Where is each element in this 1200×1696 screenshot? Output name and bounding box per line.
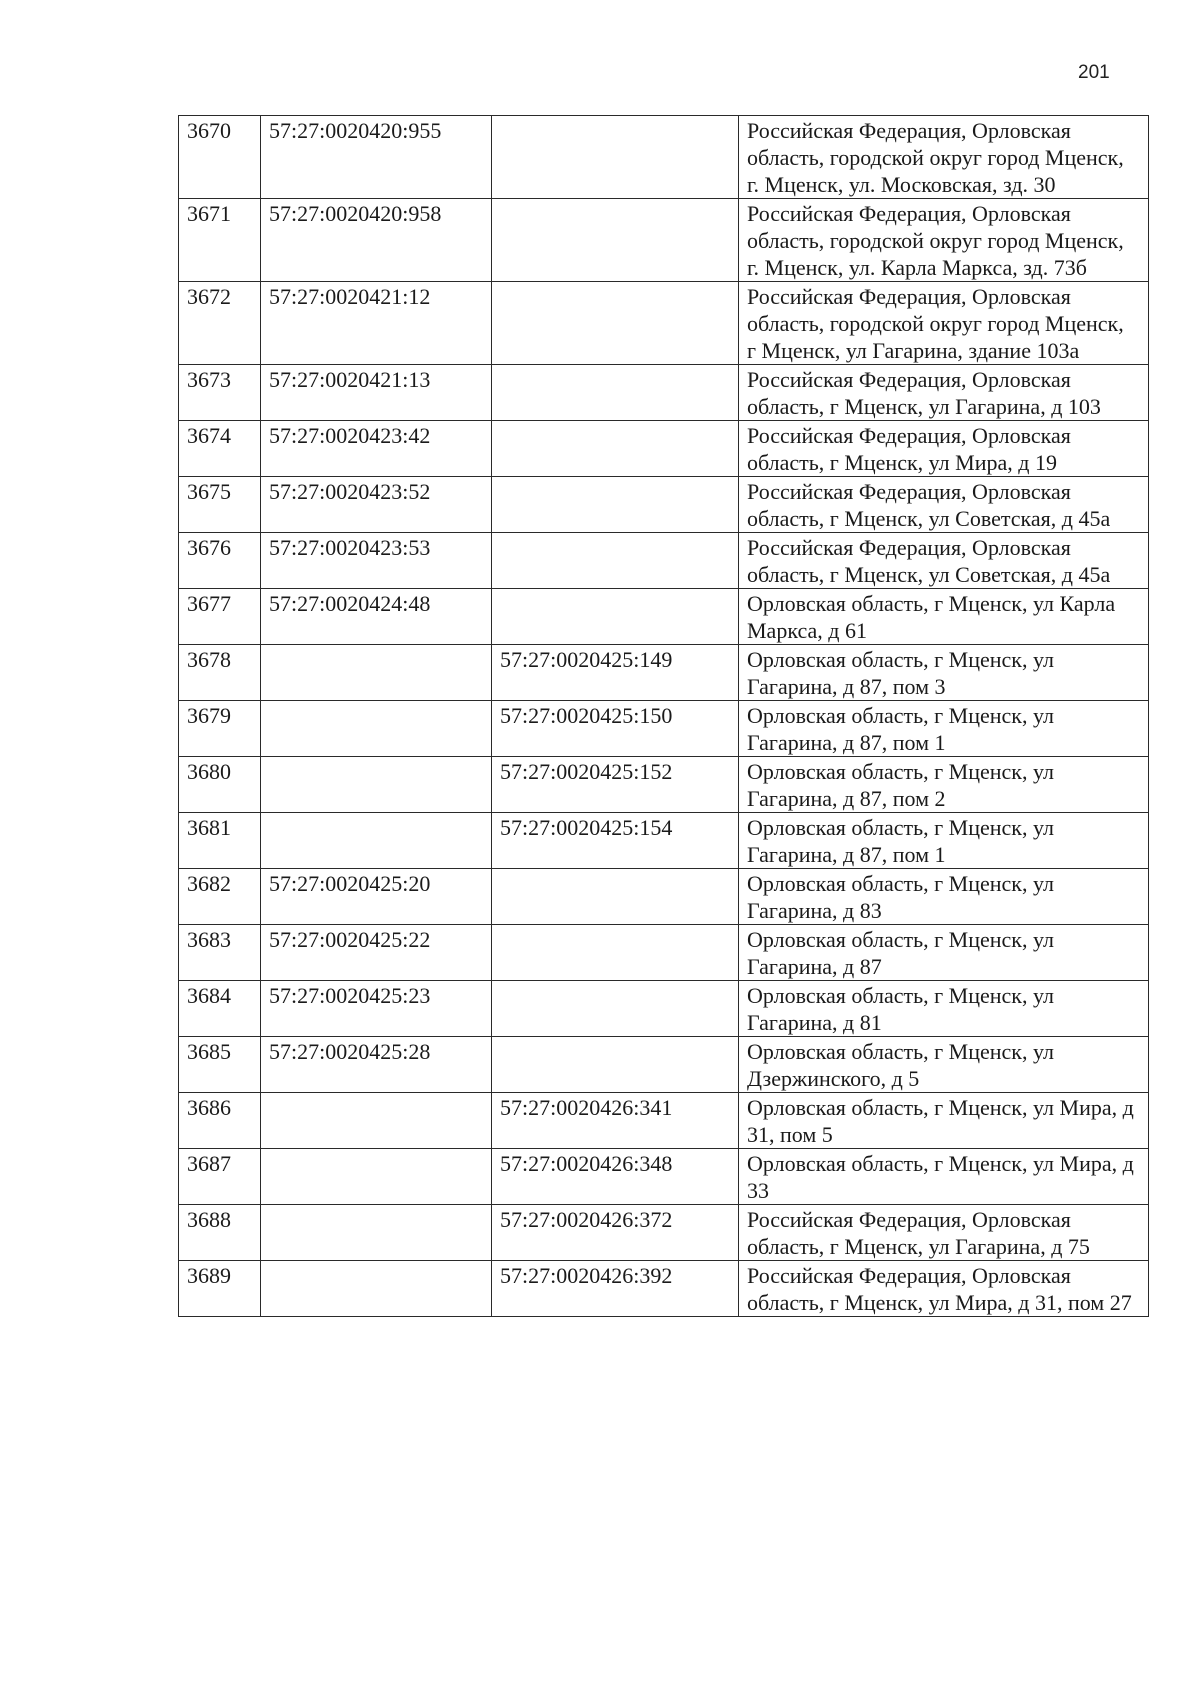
object-cadastral-number (492, 981, 739, 1037)
row-number: 3677 (179, 589, 261, 645)
table-row (179, 116, 1149, 199)
address: Российская Федерация, Орловская область, городской округ город Мценск, г. Мценск, ул. Карла Маркса, зд. 73б (739, 199, 1149, 282)
row-number: 3682 (179, 869, 261, 925)
table-row (179, 1205, 1149, 1261)
table-row (179, 421, 1149, 477)
address: Российская Федерация, Орловская область, г Мценск, ул Мира, д 19 (739, 421, 1149, 477)
land-cadastral-number: 57:27:0020423:53 (261, 533, 492, 589)
land-cadastral-number (261, 645, 492, 701)
address: Орловская область, г Мценск, ул Гагарина, д 87, пом 3 (739, 645, 1149, 701)
address: Орловская область, г Мценск, ул Мира, д 31, пом 5 (739, 1093, 1149, 1149)
table-row (179, 925, 1149, 981)
address: Российская Федерация, Орловская область, г Мценск, ул Гагарина, д 103 (739, 365, 1149, 421)
address: Российская Федерация, Орловская область, городской округ город Мценск, г. Мценск, ул. Московская, зд. 30 (739, 116, 1149, 199)
land-cadastral-number: 57:27:0020424:48 (261, 589, 492, 645)
land-cadastral-number: 57:27:0020421:12 (261, 282, 492, 365)
land-cadastral-number: 57:27:0020425:28 (261, 1037, 492, 1093)
table-row (179, 365, 1149, 421)
land-cadastral-number (261, 757, 492, 813)
object-cadastral-number: 57:27:0020426:372 (492, 1205, 739, 1261)
row-number: 3685 (179, 1037, 261, 1093)
land-cadastral-number: 57:27:0020425:20 (261, 869, 492, 925)
table-row (179, 1037, 1149, 1093)
address: Орловская область, г Мценск, ул Карла Маркса, д 61 (739, 589, 1149, 645)
land-cadastral-number (261, 1261, 492, 1317)
table-row (179, 589, 1149, 645)
table-row (179, 645, 1149, 701)
address: Российская Федерация, Орловская область, г Мценск, ул Гагарина, д 75 (739, 1205, 1149, 1261)
row-number: 3671 (179, 199, 261, 282)
row-number: 3679 (179, 701, 261, 757)
object-cadastral-number: 57:27:0020425:154 (492, 813, 739, 869)
object-cadastral-number (492, 533, 739, 589)
row-number: 3683 (179, 925, 261, 981)
page-number: 201 (1078, 62, 1110, 83)
row-number: 3674 (179, 421, 261, 477)
land-cadastral-number (261, 813, 492, 869)
table-row (179, 1093, 1149, 1149)
row-number: 3689 (179, 1261, 261, 1317)
table-row (179, 533, 1149, 589)
object-cadastral-number (492, 282, 739, 365)
land-cadastral-number: 57:27:0020425:23 (261, 981, 492, 1037)
address: Орловская область, г Мценск, ул Гагарина, д 87, пом 1 (739, 701, 1149, 757)
land-cadastral-number: 57:27:0020420:958 (261, 199, 492, 282)
address: Орловская область, г Мценск, ул Гагарина, д 87 (739, 925, 1149, 981)
object-cadastral-number (492, 477, 739, 533)
address: Российская Федерация, Орловская область, городской округ город Мценск, г Мценск, ул Гагарина, здание 103а (739, 282, 1149, 365)
object-cadastral-number (492, 1037, 739, 1093)
row-number: 3678 (179, 645, 261, 701)
row-number: 3675 (179, 477, 261, 533)
row-number: 3673 (179, 365, 261, 421)
address: Орловская область, г Мценск, ул Гагарина, д 83 (739, 869, 1149, 925)
land-cadastral-number: 57:27:0020423:52 (261, 477, 492, 533)
row-number: 3672 (179, 282, 261, 365)
land-cadastral-number: 57:27:0020421:13 (261, 365, 492, 421)
row-number: 3676 (179, 533, 261, 589)
address: Орловская область, г Мценск, ул Дзержинского, д 5 (739, 1037, 1149, 1093)
registry-table-body (179, 116, 1149, 1317)
address: Российская Федерация, Орловская область, г Мценск, ул Мира, д 31, пом 27 (739, 1261, 1149, 1317)
row-number: 3684 (179, 981, 261, 1037)
table-row (179, 477, 1149, 533)
address: Орловская область, г Мценск, ул Гагарина, д 81 (739, 981, 1149, 1037)
table-row (179, 1261, 1149, 1317)
address: Российская Федерация, Орловская область, г Мценск, ул Советская, д 45а (739, 533, 1149, 589)
land-cadastral-number (261, 1205, 492, 1261)
row-number: 3686 (179, 1093, 261, 1149)
table-row (179, 199, 1149, 282)
object-cadastral-number (492, 589, 739, 645)
object-cadastral-number: 57:27:0020426:341 (492, 1093, 739, 1149)
object-cadastral-number: 57:27:0020426:348 (492, 1149, 739, 1205)
object-cadastral-number (492, 421, 739, 477)
object-cadastral-number: 57:27:0020425:152 (492, 757, 739, 813)
land-cadastral-number (261, 701, 492, 757)
registry-table (178, 115, 1149, 1317)
object-cadastral-number (492, 116, 739, 199)
land-cadastral-number (261, 1093, 492, 1149)
table-row (179, 757, 1149, 813)
object-cadastral-number: 57:27:0020425:150 (492, 701, 739, 757)
land-cadastral-number: 57:27:0020423:42 (261, 421, 492, 477)
object-cadastral-number (492, 199, 739, 282)
object-cadastral-number (492, 869, 739, 925)
address: Орловская область, г Мценск, ул Мира, д 33 (739, 1149, 1149, 1205)
table-row (179, 282, 1149, 365)
address: Орловская область, г Мценск, ул Гагарина, д 87, пом 2 (739, 757, 1149, 813)
land-cadastral-number: 57:27:0020425:22 (261, 925, 492, 981)
land-cadastral-number: 57:27:0020420:955 (261, 116, 492, 199)
object-cadastral-number: 57:27:0020425:149 (492, 645, 739, 701)
row-number: 3687 (179, 1149, 261, 1205)
table-row (179, 1149, 1149, 1205)
object-cadastral-number: 57:27:0020426:392 (492, 1261, 739, 1317)
table-row (179, 869, 1149, 925)
table-row (179, 813, 1149, 869)
row-number: 3688 (179, 1205, 261, 1261)
row-number: 3670 (179, 116, 261, 199)
table-row (179, 981, 1149, 1037)
row-number: 3680 (179, 757, 261, 813)
table-row (179, 701, 1149, 757)
address: Российская Федерация, Орловская область, г Мценск, ул Советская, д 45а (739, 477, 1149, 533)
address: Орловская область, г Мценск, ул Гагарина, д 87, пом 1 (739, 813, 1149, 869)
object-cadastral-number (492, 925, 739, 981)
row-number: 3681 (179, 813, 261, 869)
object-cadastral-number (492, 365, 739, 421)
land-cadastral-number (261, 1149, 492, 1205)
